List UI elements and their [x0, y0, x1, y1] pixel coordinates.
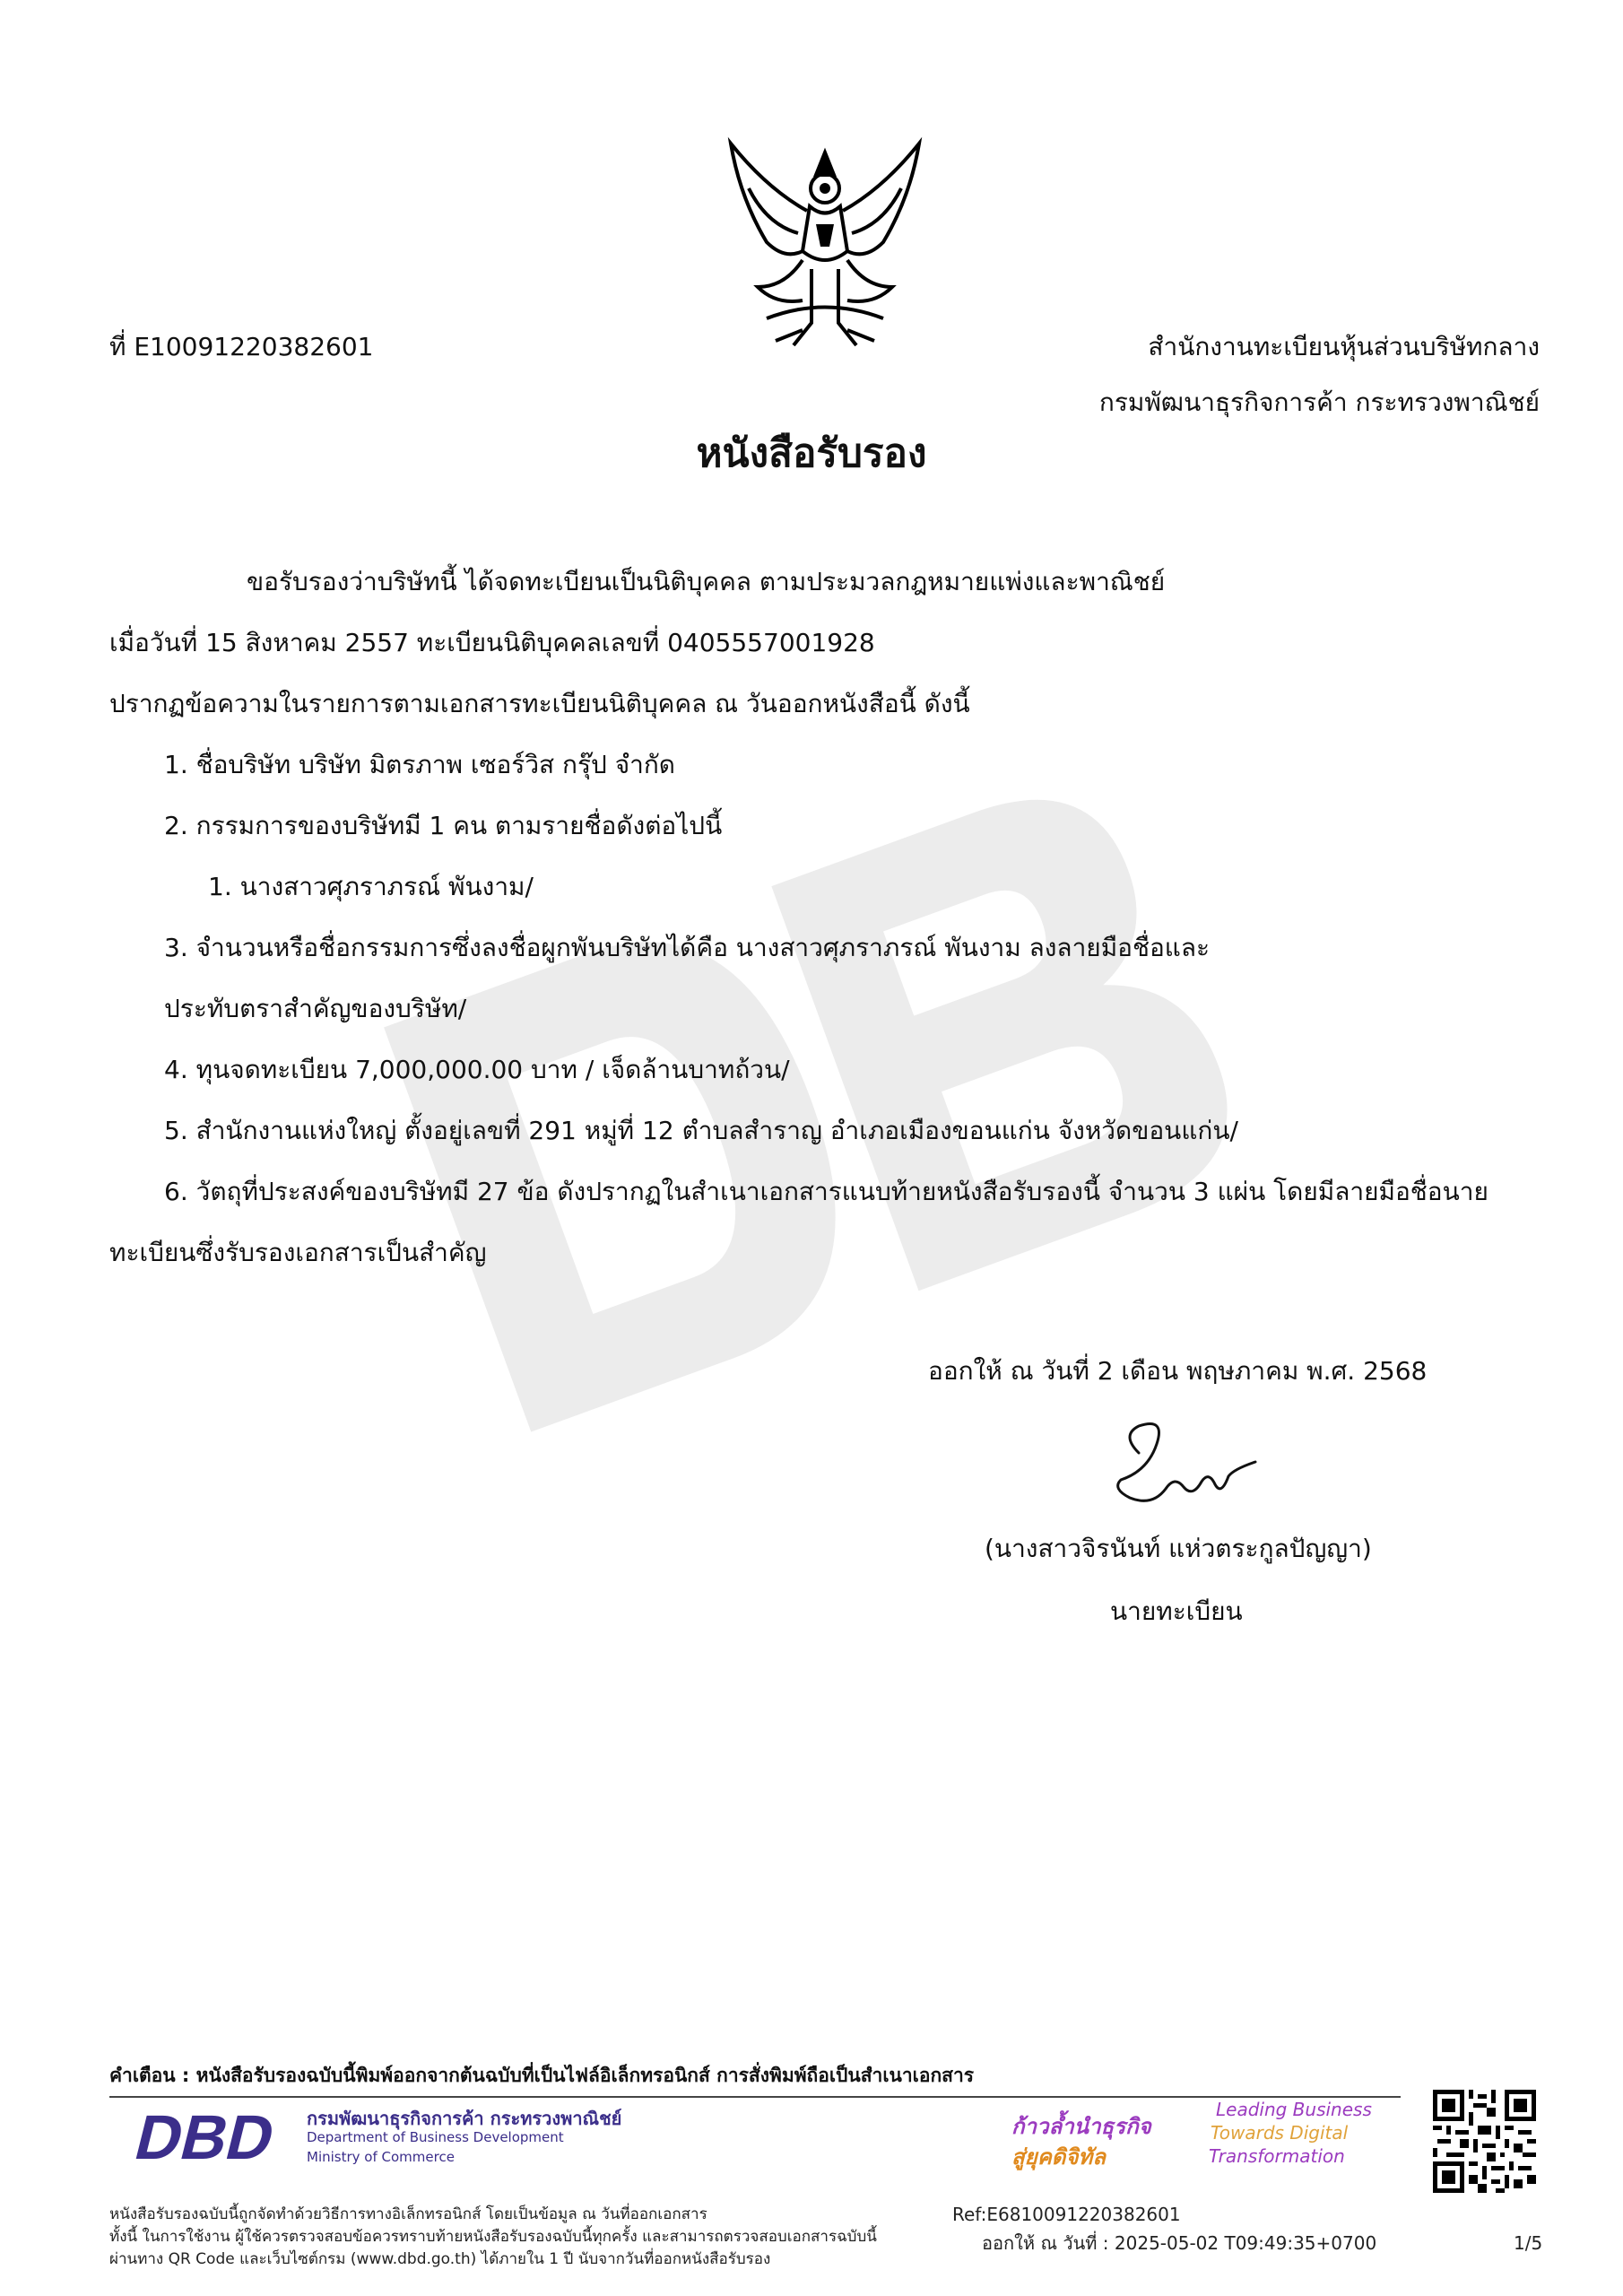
slogan-th-line1: ก้าวล้ำนำธุรกิจ: [1011, 2114, 1151, 2139]
registrar-name: (นางสาวจิรนันท์ แห่วตระกูลปัญญา): [985, 1534, 1372, 1563]
footer-divider: [109, 2096, 1401, 2098]
reference-number: Ref:E6810091220382601: [952, 2204, 1181, 2225]
ministry-en: Ministry of Commerce: [307, 2149, 455, 2165]
page-title: หนังสือรับรอง: [696, 430, 927, 476]
item-company-name: 1. ชื่อบริษัท บริษัท มิตรภาพ เซอร์วิส กรุ๊ป จำกัด: [164, 750, 675, 779]
item-objectives-cont: ทะเบียนซึ่งรับรองเอกสารเป็นสำคัญ: [109, 1238, 487, 1267]
slogan-th-line2: สู่ยุคดิจิทัล: [1011, 2144, 1106, 2170]
dbd-logo-icon: [121, 2101, 296, 2169]
svg-text:DBD: DBD: [128, 2102, 282, 2169]
registrar-signature: [1103, 1417, 1264, 1516]
department-th: กรมพัฒนาธุรกิจการค้า กระทรวงพาณิชย์: [307, 2108, 622, 2129]
item-head-office: 5. สำนักงานแห่งใหญ่ ตั้งอยู่เลขที่ 291 หมู่ที่ 12 ตำบลสำราญ อำเภอเมืองขอนแก่น จังหวัดขอนแก่น/: [164, 1116, 1238, 1145]
document-number: ที่ E10091220382601: [109, 332, 374, 361]
issued-date: ออกให้ ณ วันที่ 2 เดือน พฤษภาคม พ.ศ. 2568: [928, 1356, 1428, 1386]
warning-text: คำเตือน : หนังสือรับรองฉบับนี้พิมพ์ออกจากต้นฉบับที่เป็นไฟล์อิเล็กทรอนิกส์ การสั่งพิมพ์ถือเป็นสำเนาเอกสาร: [109, 2065, 975, 2086]
issued-timestamp: ออกให้ ณ วันที่ : 2025-05-02 T09:49:35+0700: [982, 2232, 1377, 2254]
item-directors: 2. กรรมการของบริษัทมี 1 คน ตามรายชื่อดังต่อไปนี้: [164, 811, 723, 840]
slogan-en-line3: Transformation: [1209, 2145, 1345, 2167]
footer-note-line3: ผ่านทาง QR Code และเว็บไซต์กรม (www.dbd.go.th) ได้ภายใน 1 ปี นับจากวันที่ออกหนังสือรับรอง: [109, 2250, 771, 2268]
page-number: 1/5: [1514, 2232, 1543, 2254]
slogan-en-line2: Towards Digital: [1211, 2122, 1349, 2144]
dbd-logo: [121, 2101, 296, 2169]
contents-intro: ปรากฏข้อความในรายการตามเอกสารทะเบียนนิติบุคคล ณ วันออกหนังสือนี้ ดังนี้: [109, 689, 970, 718]
item-registered-capital: 4. ทุนจดทะเบียน 7,000,000.00 บาท / เจ็ดล้านบาทถ้วน/: [164, 1055, 790, 1084]
qr-code-icon[interactable]: [1433, 2090, 1536, 2193]
item-director-1: 1. นางสาวศุภราภรณ์ พันงาม/: [208, 872, 534, 901]
item-signing-authority: 3. จำนวนหรือชื่อกรรมการซึ่งลงชื่อผูกพันบริษัทได้คือ นางสาวศุภราภรณ์ พันงาม ลงลายมือชื่อและ: [164, 933, 1211, 962]
registrar-position: นายทะเบียน: [1110, 1596, 1243, 1626]
slogan-en-line1: Leading Business: [1216, 2099, 1372, 2120]
department-en: Department of Business Development: [307, 2129, 564, 2145]
office-name: สำนักงานทะเบียนหุ้นส่วนบริษัทกลาง: [1148, 332, 1540, 361]
department-name: กรมพัฒนาธุรกิจการค้า กระทรวงพาณิชย์: [1098, 387, 1540, 417]
registration-info: เมื่อวันที่ 15 สิงหาคม 2557 ทะเบียนนิติบุคคลเลขที่ 0405557001928: [109, 628, 875, 657]
certify-paragraph: ขอรับรองว่าบริษัทนี้ ได้จดทะเบียนเป็นนิติบุคคล ตามประมวลกฎหมายแพ่งและพาณิชย์: [247, 567, 1166, 596]
garuda-emblem-icon: [713, 135, 937, 359]
footer-note-line1: หนังสือรับรองฉบับนี้ถูกจัดทำด้วยวิธีการทางอิเล็กทรอนิกส์ โดยเป็นข้อมูล ณ วันที่ออกเอกสาร: [109, 2205, 707, 2223]
footer-note-line2: ทั้งนี้ ในการใช้งาน ผู้ใช้ควรตรวจสอบข้อควรทราบท้ายหนังสือรับรองฉบับนี้ทุกครั้ง และสามารถตรวจสอบเอกสารฉบับนี้: [109, 2228, 877, 2246]
item-signing-authority-cont: ประทับตราสำคัญของบริษัท/: [164, 994, 467, 1023]
item-objectives: 6. วัตถุที่ประสงค์ของบริษัทมี 27 ข้อ ดังปรากฏในสำเนาเอกสารแนบท้ายหนังสือรับรองนี้ จำนวน 3 แผ่น โดยมีลายมือชื่อนาย: [164, 1177, 1488, 1206]
